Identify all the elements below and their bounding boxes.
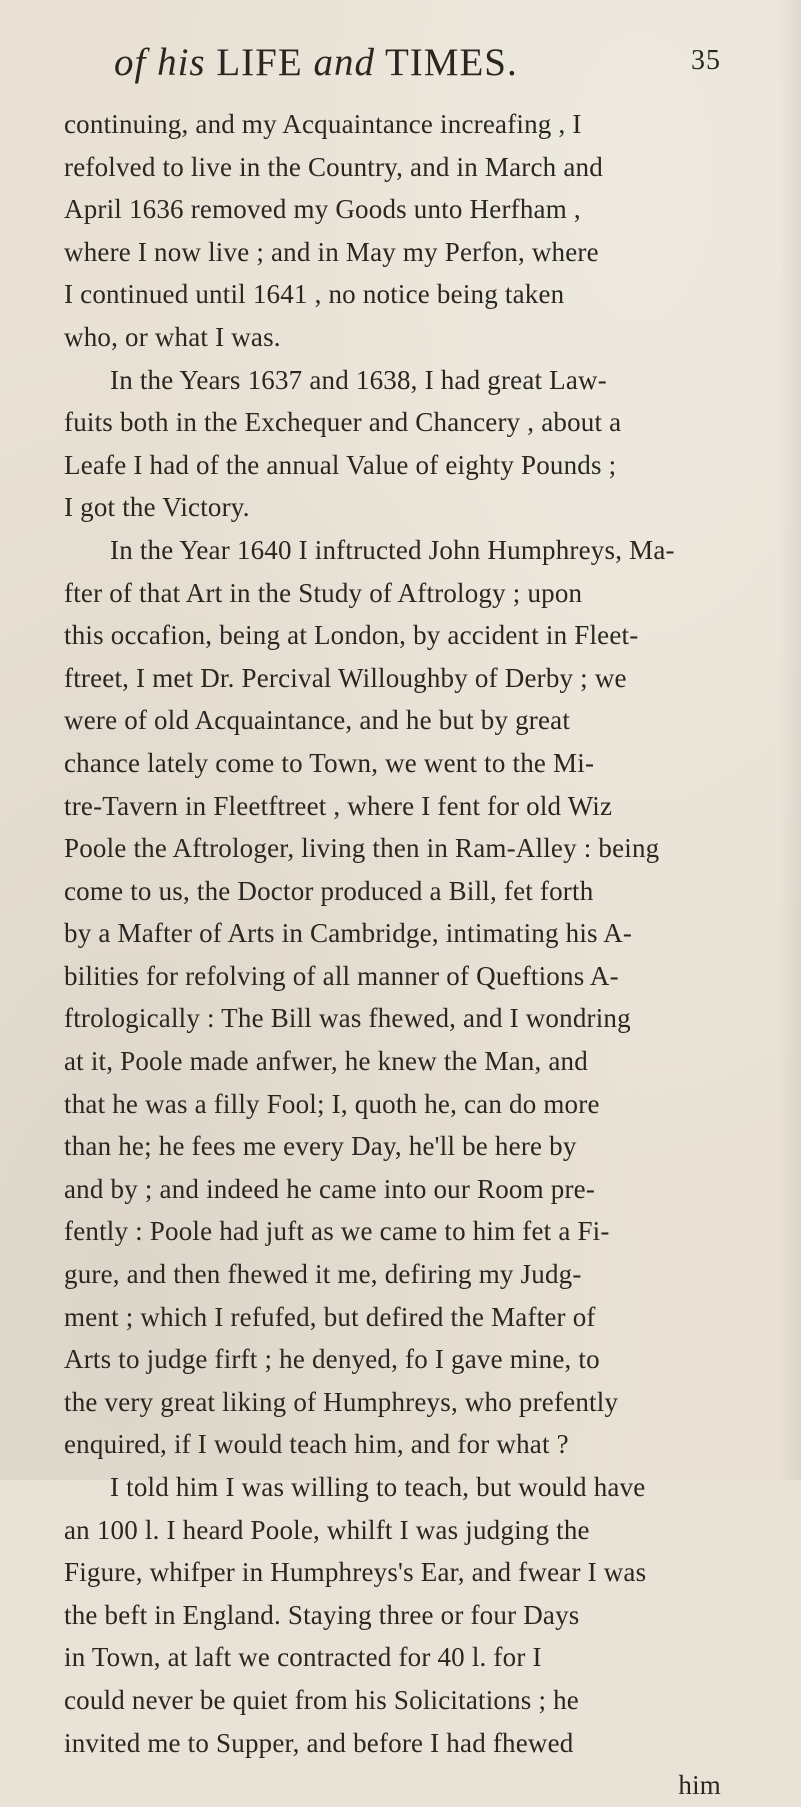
text-line: in Town, at laft we contracted for 40 l. for I — [64, 1642, 542, 1673]
text-line: fuits both in the Exchequer and Chancery , about a — [64, 407, 622, 438]
page-number: 35 — [691, 45, 721, 76]
text-line: In the Years 1637 and 1638, I had great Law- — [110, 364, 607, 395]
text-line: could never be quiet from his Solicitations ; he — [64, 1684, 579, 1715]
text-line: ment ; which I refufed, but defired the Mafter of — [64, 1301, 596, 1332]
text-line: where I now live ; and in May my Perfon, where — [64, 236, 599, 267]
text-line: Arts to judge firft ; he denyed, fo I gave mine, to — [64, 1344, 600, 1375]
text-line: the beft in England. Staying three or four Days — [64, 1599, 580, 1630]
title-main: LIFE — [216, 41, 303, 84]
text-line: In the Year 1640 I inftructed John Humphreys, Ma- — [110, 534, 675, 565]
text-line: that he was a filly Fool; I, quoth he, can do more — [64, 1088, 600, 1119]
text-line: Poole the Aftrologer, living then in Ram-Alley : being — [64, 833, 660, 864]
text-line: come to us, the Doctor produced a Bill, fet forth — [64, 875, 594, 906]
text-line: gure, and then fhewed it me, defiring my Judg- — [64, 1259, 582, 1290]
text-line: who, or what I was. — [64, 321, 281, 352]
running-header — [114, 40, 761, 85]
catchword: him — [678, 1770, 721, 1801]
body-text — [64, 103, 761, 1807]
text-line: I continued until 1641 , no notice being taken — [64, 279, 565, 310]
title-and: and — [313, 41, 375, 84]
text-line: by a Mafter of Arts in Cambridge, intimating his A- — [64, 918, 633, 949]
text-line: continuing, and my Acquaintance increafing , I — [64, 109, 582, 139]
text-line: than he; he fees me every Day, he'll be here by — [64, 1131, 577, 1162]
text-line: I told him I was willing to teach, but would have — [110, 1472, 646, 1502]
text-line: at it, Poole made anfwer, he knew the Man, and — [64, 1046, 588, 1077]
text-line: April 1636 removed my Goods unto Herfham , — [64, 194, 581, 225]
text-line: I got the Victory. — [64, 492, 250, 523]
text-line: refolved to live in the Country, and in March and — [64, 151, 603, 182]
text-line: bilities for refolving of all manner of Queftions A- — [64, 960, 619, 991]
text-line: this occafion, being at London, by accident in Fleet- — [64, 620, 639, 651]
text-line: chance lately come to Town, we went to the Mi- — [64, 747, 595, 778]
title-his: his — [157, 41, 206, 84]
running-title — [114, 40, 518, 85]
text-line: ftrologically : The Bill was fhewed, and I wondring — [64, 1003, 631, 1034]
text-line: fter of that Art in the Study of Aftrology ; upon — [64, 577, 583, 608]
title-times: TIMES. — [384, 41, 518, 84]
page-edge-shadow — [779, 0, 801, 1480]
title-prefix: of — [114, 41, 147, 84]
text-line: ftreet, I met Dr. Percival Willoughby of Derby ; we — [64, 662, 627, 693]
text-line: enquired, if I would teach him, and for what ? — [64, 1429, 569, 1460]
text-line: Figure, whifper in Humphreys's Ear, and fwear I was — [64, 1557, 647, 1588]
text-line: an 100 l. I heard Poole, whilft I was judging the — [64, 1514, 590, 1545]
text-line: were of old Acquaintance, and he but by great — [64, 705, 571, 736]
text-line: the very great liking of Humphreys, who prefently — [64, 1386, 619, 1417]
text-line: fently : Poole had juft as we came to him fet a Fi- — [64, 1216, 610, 1247]
text-line: tre-Tavern in Fleetftreet , where I fent for old Wiz — [64, 790, 613, 821]
text-line: Leafe I had of the annual Value of eighty Pounds ; — [64, 449, 617, 480]
text-line: and by ; and indeed he came into our Room pre- — [64, 1173, 596, 1204]
text-line: invited me to Supper, and before I had fhewed — [64, 1727, 574, 1758]
